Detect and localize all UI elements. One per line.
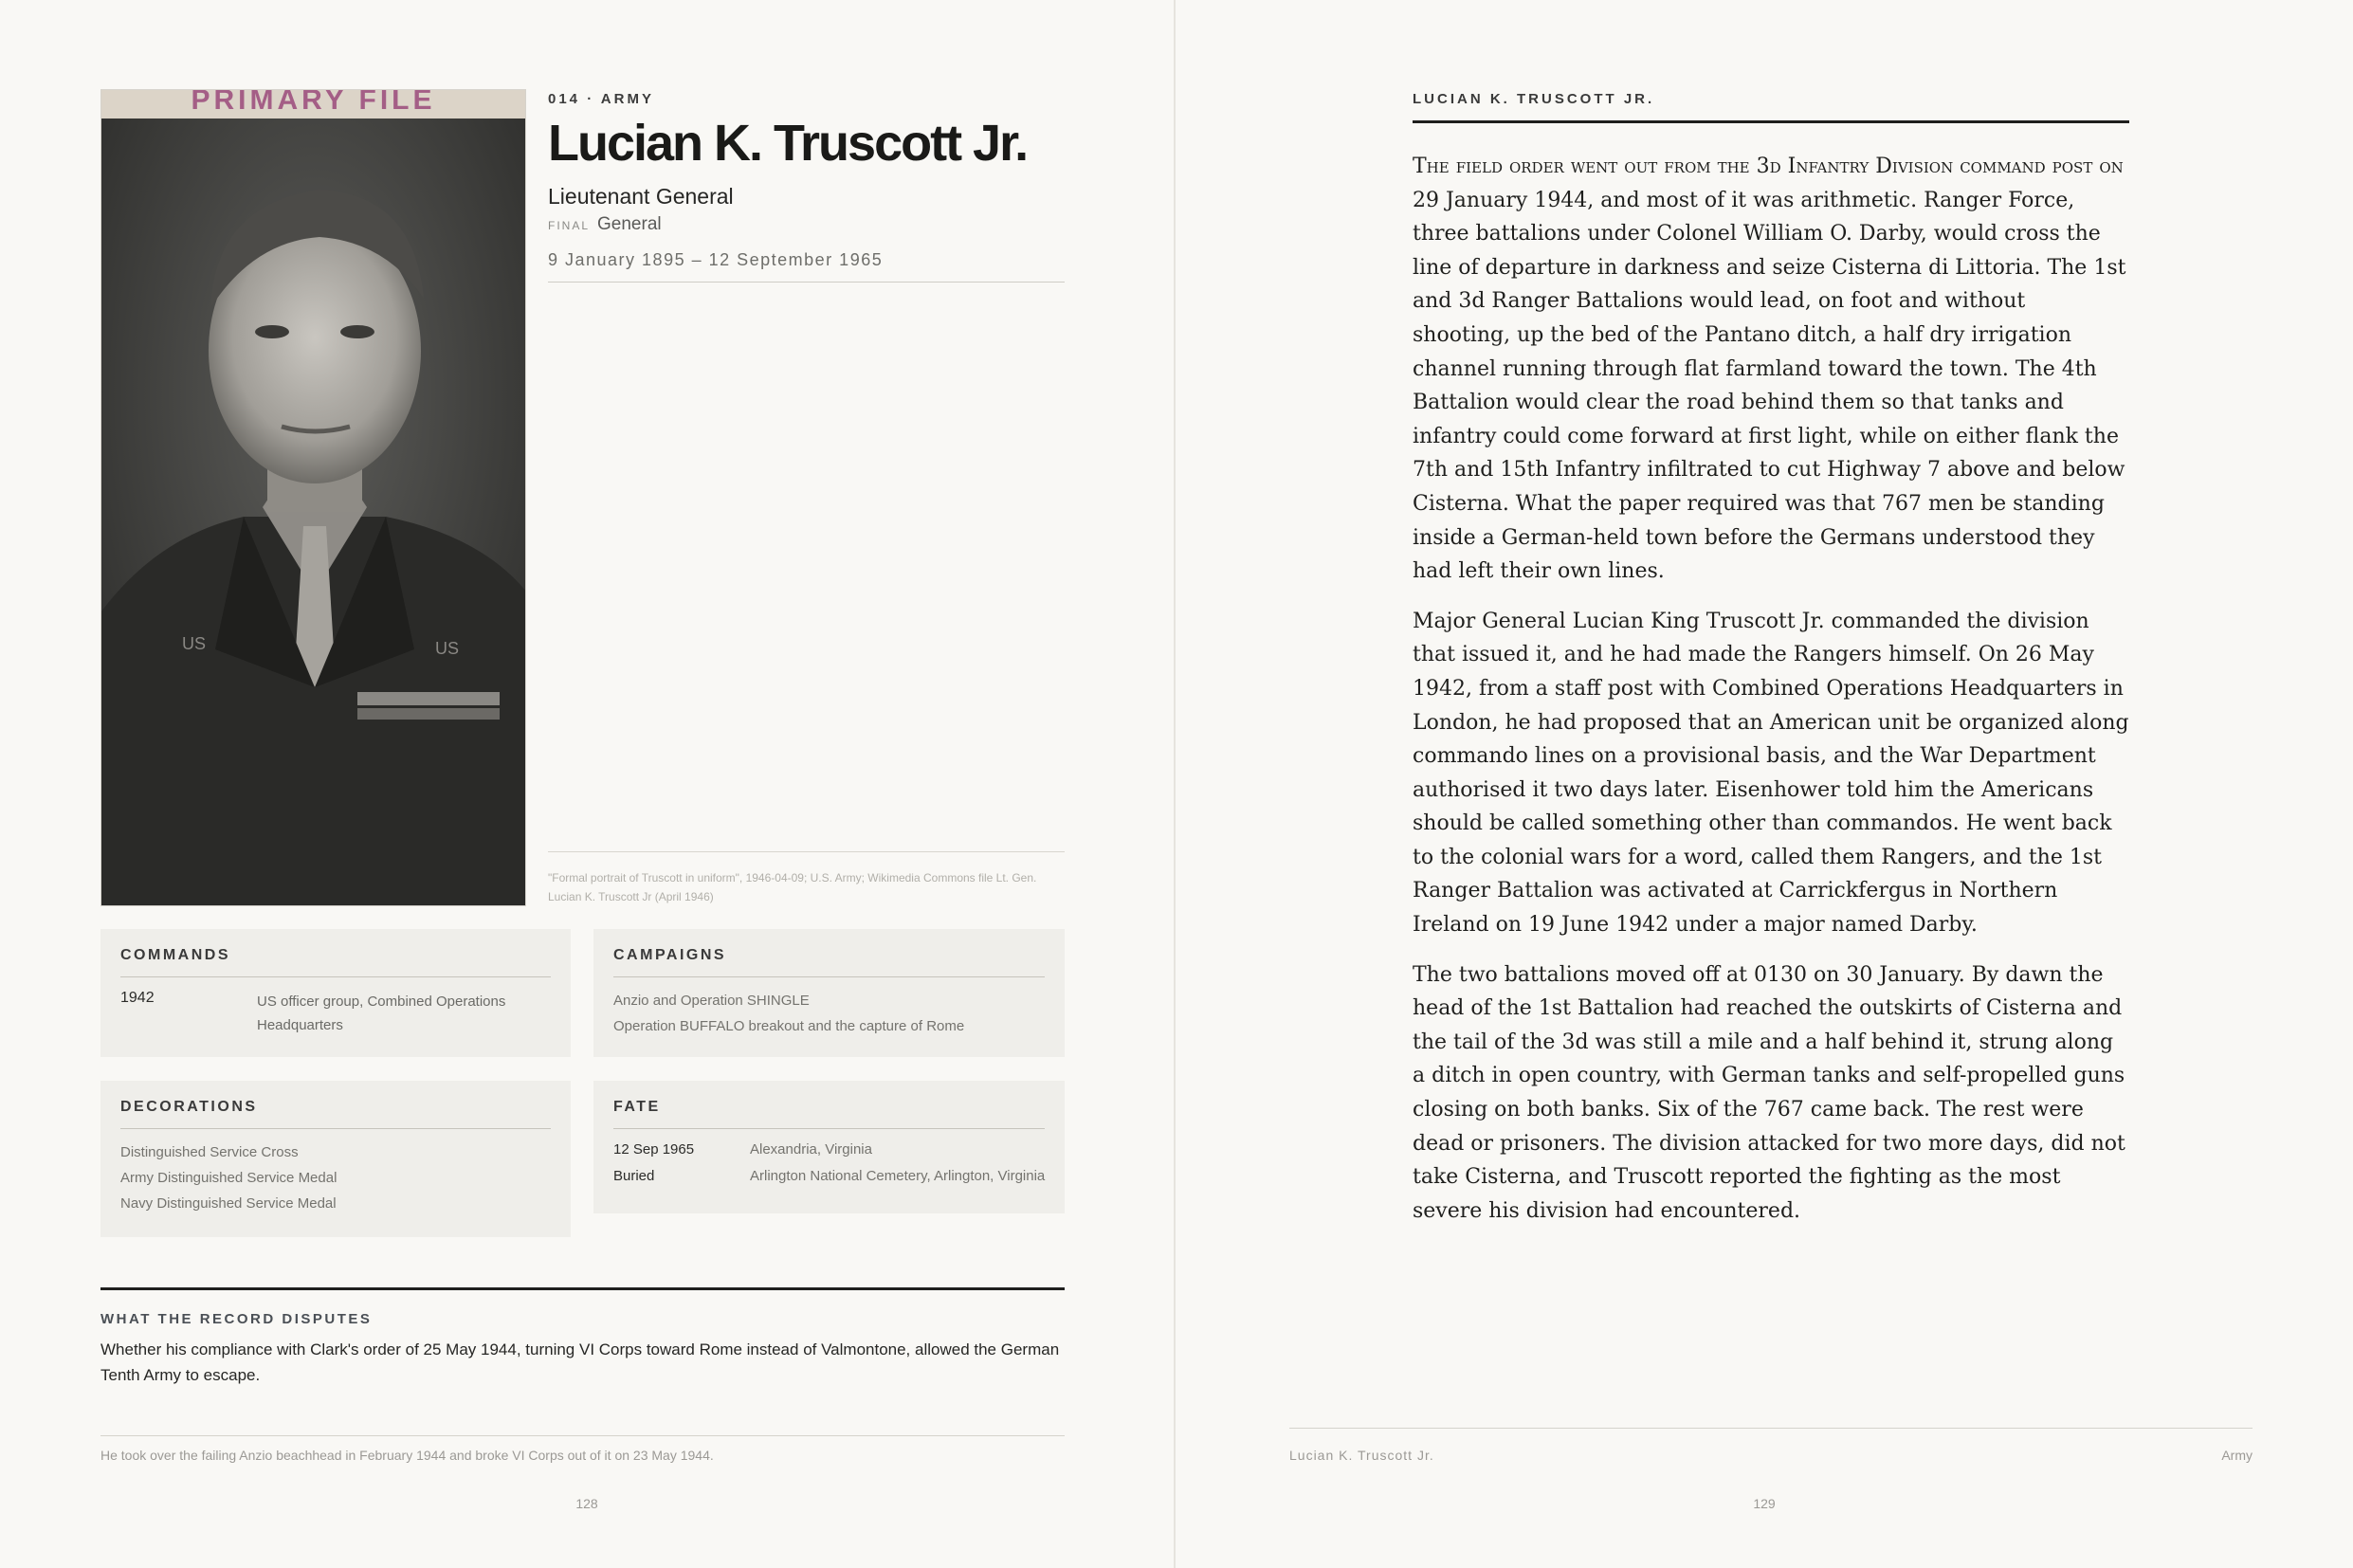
list-item: Anzio and Operation SHINGLE	[613, 993, 810, 1009]
dispute-divider	[100, 1287, 1065, 1290]
fate-value: Alexandria, Virginia	[750, 1141, 872, 1158]
list-item: Distinguished Service Cross	[120, 1144, 299, 1160]
campaigns-heading: CAMPAIGNS	[613, 947, 727, 963]
decorations-divider	[120, 1128, 551, 1129]
paragraph: The two battalions moved off at 0130 on 30 January. By dawn the head of the 1st Battalion had reached the outskirts of Cisterna and the tail of the 3d was still a mile and a half behind it, strung along a ditch in open country, with German tanks and self-propelled guns closing on both banks. Six of the 767 came back. The rest were dead or prisoners. The division attacked for two more days, did not take Cisterna, and Truscott reported the fighting as the most severe his division had encountered.	[1413, 962, 2125, 1223]
campaigns-card	[593, 929, 1065, 1057]
page-number: 128	[575, 1496, 598, 1511]
final-tag: FINAL	[548, 219, 591, 232]
final-rank: General	[597, 214, 662, 234]
fate-divider	[613, 1128, 1045, 1129]
life-dates: 9 January 1895 – 12 September 1965	[548, 250, 884, 269]
fate-heading: FATE	[613, 1099, 661, 1115]
subject-name: Lucian K. Truscott Jr.	[548, 115, 1028, 172]
paragraph-text: 29 January 1944, and most of it was arithmetic. Ranger Force, three battalions under Colonel William O. Darby, would cross the line of departure in darkness and seize Cisterna di Littoria. The 1st and 3d Ranger Battalions would lead, on foot and without shooting, up the bed of the Pantano ditch, a half dry irrigation channel running through flat farmland toward the town. The 4th Battalion would clear the road behind them so that tanks and infantry could come forward at first light, while on either flank the 7th and 15th Infantry infiltrated to cut Highway 7 above and below Cisterna. What the paper required was that 767 men be standing inside a German-held town before the Germans understood they had left their own lines.	[1413, 188, 2126, 584]
photo-caption: "Formal portrait of Truscott in uniform", 1946-04-09; U.S. Army; Wikimedia Commons file Lt. Gen. Lucian K. Truscott Jr (April 1946)	[548, 871, 1037, 903]
portrait-image	[101, 119, 526, 906]
dispute-text: Whether his compliance with Clark's order of 25 May 1944, turning VI Corps toward Rome instead of Valmontone, allowed the German Tenth Army to escape.	[100, 1340, 1060, 1384]
paragraph	[1413, 150, 2129, 589]
lead-in: The field order went out from the 3d Infantry Division command post on	[1413, 155, 2124, 178]
commands-divider	[120, 976, 551, 977]
fate-key: 12 Sep 1965	[613, 1141, 695, 1158]
running-head: LUCIAN K. TRUSCOTT JR.	[1413, 91, 1655, 107]
commands-heading: COMMANDS	[120, 947, 230, 963]
entry-eyebrow: 014 · ARMY	[548, 91, 654, 107]
header-divider	[548, 282, 1065, 283]
decorations-heading: DECORATIONS	[120, 1099, 258, 1115]
list-item: Navy Distinguished Service Medal	[120, 1195, 337, 1212]
footnote: He took over the failing Anzio beachhead in February 1944 and broke VI Corps out of it on 23 May 1944.	[100, 1448, 714, 1463]
decorations-card	[100, 1081, 571, 1237]
photo-stamp: PRIMARY FILE	[101, 90, 525, 119]
running-head-rule	[1413, 120, 2129, 123]
fate-value: Arlington National Cemetery, Arlington, Virginia	[750, 1168, 1046, 1184]
paragraph: Major General Lucian King Truscott Jr. commanded the division that issued it, and he had made the Rangers himself. On 26 May 1942, from a staff post with Combined Operations Headquarters in London, he had proposed that an American unit be organized along commando lines on a provisional basis, and the War Department authorised it two days later. Eisenhower told him the Americans should be called something other than commandos. He went back to the colonial wars for a word, called them Rangers, and the 1st Ranger Battalion was activated at Carrickfergus in Northern Ireland on 19 June 1942 under a major named Darby.	[1413, 609, 2129, 938]
command-year: 1942	[120, 990, 155, 1006]
campaigns-list	[613, 988, 964, 1039]
svg-text:US: US	[182, 634, 207, 653]
list-item: Army Distinguished Service Medal	[120, 1170, 337, 1186]
footer-name: Lucian K. Truscott Jr.	[1289, 1448, 1434, 1463]
article-body	[1413, 150, 2129, 1244]
page-number: 129	[1753, 1496, 1776, 1511]
final-rank-line	[548, 214, 662, 235]
dispute-heading: WHAT THE RECORD DISPUTES	[100, 1311, 373, 1327]
footer-divider	[100, 1435, 1065, 1436]
svg-text:US: US	[435, 639, 460, 658]
portrait-photo	[100, 89, 526, 906]
fate-card	[593, 1081, 1065, 1213]
caption-divider	[548, 851, 1065, 852]
campaigns-divider	[613, 976, 1045, 977]
footer-section: Army	[2221, 1448, 2253, 1463]
left-page	[0, 0, 1174, 1568]
command-text: US officer group, Combined Operations Headquarters	[257, 994, 506, 1033]
commands-card	[100, 929, 571, 1057]
decorations-list	[120, 1140, 337, 1216]
footer-divider	[1289, 1428, 2253, 1429]
fate-key: Buried	[613, 1168, 655, 1184]
list-item: Operation BUFFALO breakout and the capture of Rome	[613, 1018, 965, 1034]
subject-rank: Lieutenant General	[548, 184, 734, 209]
